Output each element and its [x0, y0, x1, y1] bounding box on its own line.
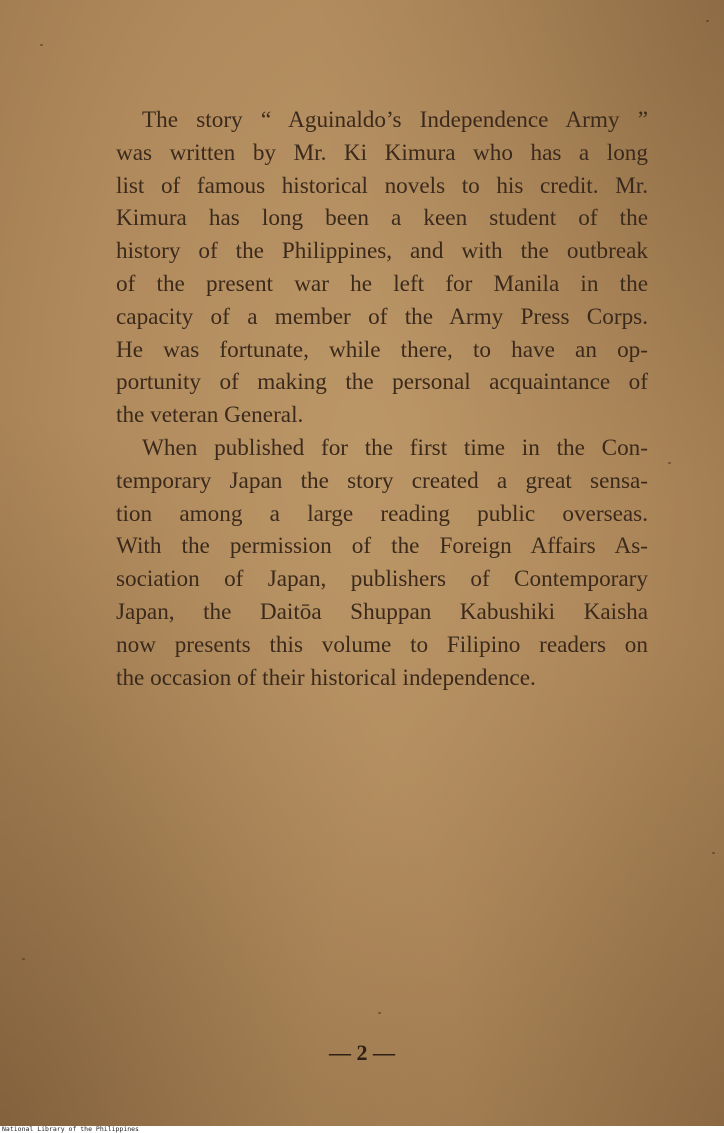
paper-speck — [712, 852, 715, 854]
text-line: list of famous historical novels to his credit. Mr. — [116, 172, 648, 199]
text-line: He was fortunate, while there, to have an op- — [116, 336, 648, 363]
paper-speck — [668, 462, 671, 464]
text-line: now presents this volume to Filipino readers on — [116, 631, 648, 658]
text-line: With the permission of the Foreign Affairs As- — [116, 533, 648, 560]
text-line: of the present war he left for Manila in the — [116, 270, 648, 297]
text-line: the veteran General. — [116, 402, 304, 429]
text-line: The story “ Aguinaldo’s Independence Army ” — [142, 107, 648, 133]
text-line: Kimura has long been a keen student of the — [116, 205, 648, 232]
text-line: the occasion of their historical independence. — [116, 664, 536, 691]
paper-speck — [706, 20, 709, 22]
text-line: When published for the first time in the Con- — [142, 434, 648, 461]
paper-speck — [40, 44, 43, 46]
text-line: temporary Japan the story created a great sensa- — [116, 467, 648, 494]
paper-speck — [378, 1012, 381, 1014]
text-line: tion among a large reading public overseas. — [116, 500, 648, 527]
page-number: — 2 — — [329, 1040, 395, 1065]
paragraph-1 — [88, 104, 648, 432]
text-line: history of the Philippines, and with the outbreak — [116, 238, 648, 265]
paper-speck — [22, 958, 25, 960]
paragraph-2 — [88, 432, 648, 694]
text-line: sociation of Japan, publishers of Contemporary — [116, 566, 648, 593]
text-line: was written by Mr. Ki Kimura who has a long — [116, 139, 648, 166]
text-line: Japan, the Daitōa Shuppan Kabushiki Kaisha — [116, 598, 648, 625]
library-credit: National Library of the Philippines — [2, 1125, 139, 1133]
body-text — [88, 104, 648, 694]
text-line: capacity of a member of the Army Press Corps. — [116, 303, 648, 330]
text-line: portunity of making the personal acquaintance of — [116, 369, 648, 396]
